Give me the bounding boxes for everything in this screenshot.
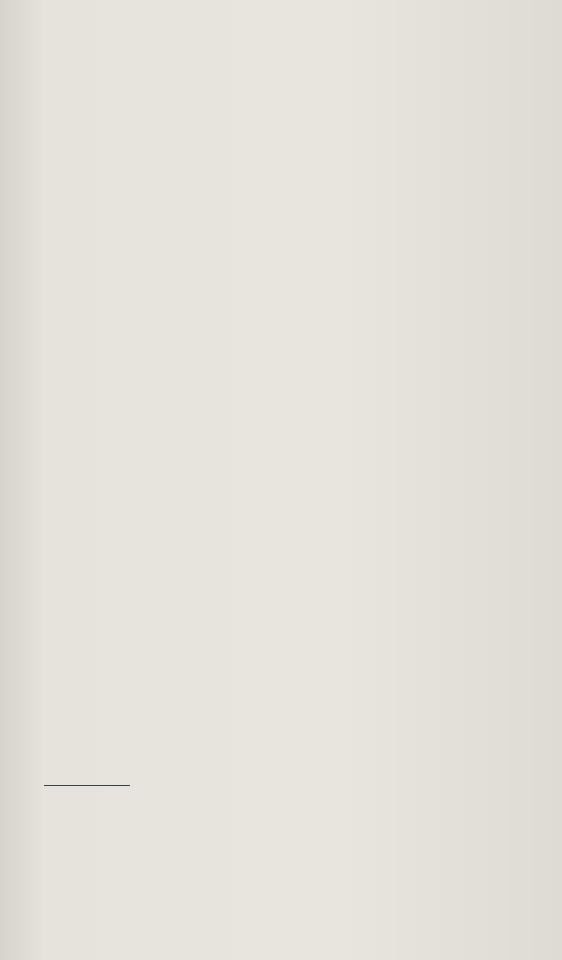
footnote-rule: [44, 785, 130, 786]
